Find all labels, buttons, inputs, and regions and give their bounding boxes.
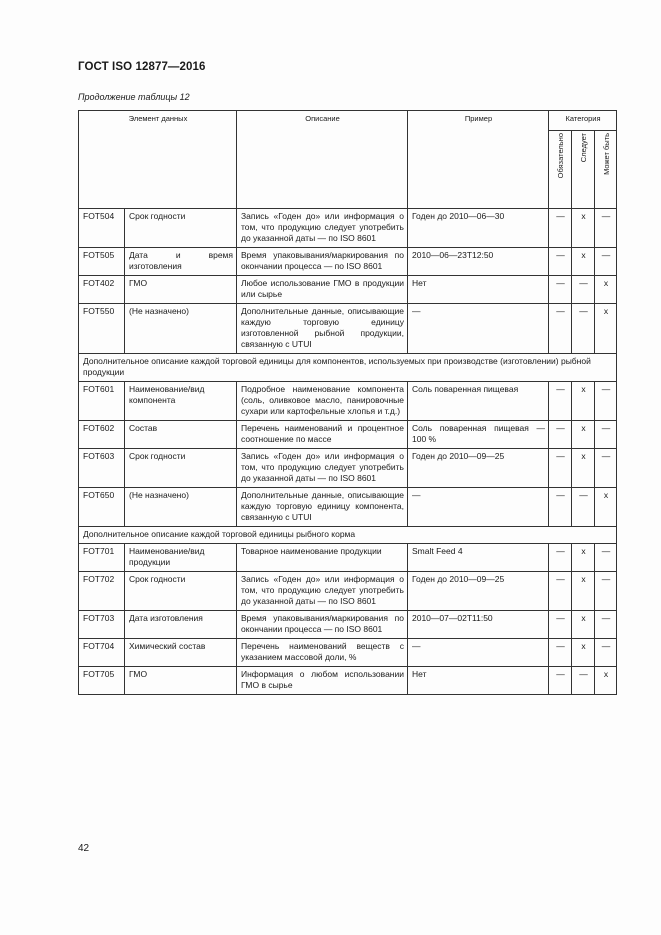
category-mandatory-cell: —	[549, 639, 572, 667]
data-elements-table	[78, 110, 617, 695]
element-name-cell: Срок годности	[125, 209, 237, 248]
category-should-cell: x	[572, 572, 595, 611]
document-title: ГОСТ ISO 12877—2016	[78, 61, 206, 73]
element-code-cell: FOT602	[79, 421, 125, 449]
category-may-cell: —	[595, 382, 617, 421]
category-may-cell: —	[595, 544, 617, 572]
description-cell: Товарное наименование продукции	[237, 544, 408, 572]
page-number: 42	[78, 843, 90, 854]
category-should-cell: —	[572, 276, 595, 304]
category-mandatory-cell: —	[549, 488, 572, 527]
category-may-cell: —	[595, 248, 617, 276]
element-code-cell: FOT504	[79, 209, 125, 248]
example-cell: Нет	[408, 667, 549, 695]
element-name-cell: Дата и время изготовления	[125, 248, 237, 276]
element-code-cell: FOT701	[79, 544, 125, 572]
example-cell: 2010—07—02T11:50	[408, 611, 549, 639]
element-name-cell: Наименование/вид продукции	[125, 544, 237, 572]
element-code-cell: FOT705	[79, 667, 125, 695]
category-mandatory-cell: —	[549, 544, 572, 572]
table-row	[79, 276, 617, 304]
category-may-cell: x	[595, 667, 617, 695]
element-code-cell: FOT650	[79, 488, 125, 527]
table-row	[79, 611, 617, 639]
element-code-cell: FOT703	[79, 611, 125, 639]
element-name-cell: (Не назначено)	[125, 488, 237, 527]
example-cell: Нет	[408, 276, 549, 304]
category-may-cell: x	[595, 304, 617, 354]
example-cell: Smalt Feed 4	[408, 544, 549, 572]
category-should-cell: x	[572, 382, 595, 421]
table-row	[79, 248, 617, 276]
category-should-cell: —	[572, 304, 595, 354]
category-mandatory-cell: —	[549, 421, 572, 449]
category-should-cell: x	[572, 611, 595, 639]
table-row	[79, 421, 617, 449]
table-row	[79, 449, 617, 488]
category-mandatory-cell: —	[549, 667, 572, 695]
element-code-cell: FOT550	[79, 304, 125, 354]
description-cell: Дополнительные данные, описывающие каждую торговую единицу компонента, связанную с UTUI	[237, 488, 408, 527]
category-may-cell: —	[595, 209, 617, 248]
column-header-example: Пример	[408, 111, 549, 209]
category-may-cell: —	[595, 421, 617, 449]
category-may-cell: —	[595, 449, 617, 488]
description-cell: Дополнительные данные, описывающие каждую торговую единицу изготовленной рыбной продукции, связанную с UTUI	[237, 304, 408, 354]
element-code-cell: FOT402	[79, 276, 125, 304]
category-should-cell: x	[572, 209, 595, 248]
example-cell: Годен до 2010—09—25	[408, 449, 549, 488]
category-mandatory-cell: —	[549, 248, 572, 276]
column-header-should: Следует	[572, 131, 595, 209]
table-row	[79, 667, 617, 695]
category-should-cell: —	[572, 667, 595, 695]
description-cell: Время упаковывания/маркирования по окончании процесса — по ISO 8601	[237, 611, 408, 639]
category-may-cell: —	[595, 639, 617, 667]
example-cell: 2010—06—23T12:50	[408, 248, 549, 276]
table-section-row	[79, 354, 617, 382]
table-row	[79, 209, 617, 248]
element-name-cell: Химический состав	[125, 639, 237, 667]
example-cell: Годен до 2010—06—30	[408, 209, 549, 248]
category-mandatory-cell: —	[549, 276, 572, 304]
description-cell: Запись «Годен до» или информация о том, что продукцию следует употребить до указанной даты — по ISO 8601	[237, 449, 408, 488]
example-cell: Соль поваренная пищевая — 100 %	[408, 421, 549, 449]
element-name-cell: Срок годности	[125, 572, 237, 611]
table-row	[79, 639, 617, 667]
category-should-cell: x	[572, 248, 595, 276]
element-code-cell: FOT603	[79, 449, 125, 488]
table-row	[79, 544, 617, 572]
category-mandatory-cell: —	[549, 382, 572, 421]
category-mandatory-cell: —	[549, 449, 572, 488]
category-may-cell: x	[595, 276, 617, 304]
category-should-cell: x	[572, 544, 595, 572]
category-may-cell: —	[595, 572, 617, 611]
table-row	[79, 488, 617, 527]
element-code-cell: FOT601	[79, 382, 125, 421]
example-cell: —	[408, 639, 549, 667]
element-name-cell: Состав	[125, 421, 237, 449]
column-header-may: Может быть	[595, 131, 617, 209]
element-name-cell: (Не назначено)	[125, 304, 237, 354]
table-caption: Продолжение таблицы 12	[78, 92, 190, 102]
description-cell: Информация о любом использовании ГМО в сырье	[237, 667, 408, 695]
section-heading: Дополнительное описание каждой торговой единицы для компонентов, используемых при производстве (изготовлении) рыбной продукции	[79, 354, 617, 382]
description-cell: Любое использование ГМО в продукции или сырье	[237, 276, 408, 304]
column-header-category: Категория	[549, 111, 617, 131]
description-cell: Перечень наименований и процентное соотношение по массе	[237, 421, 408, 449]
element-code-cell: FOT505	[79, 248, 125, 276]
element-name-cell: ГМО	[125, 667, 237, 695]
category-may-cell: —	[595, 611, 617, 639]
example-cell: —	[408, 304, 549, 354]
element-code-cell: FOT704	[79, 639, 125, 667]
column-header-mandatory: Обязательно	[549, 131, 572, 209]
category-should-cell: —	[572, 488, 595, 527]
category-may-cell: x	[595, 488, 617, 527]
element-code-cell: FOT702	[79, 572, 125, 611]
category-should-cell: x	[572, 449, 595, 488]
column-header-description: Описание	[237, 111, 408, 209]
description-cell: Время упаковывания/маркирования по окончании процесса — по ISO 8601	[237, 248, 408, 276]
element-name-cell: Срок годности	[125, 449, 237, 488]
description-cell: Подробное наименование компонента (соль, оливковое масло, панировочные сухари или картофельные хлопья и т.д.)	[237, 382, 408, 421]
category-should-cell: x	[572, 639, 595, 667]
table-body	[79, 209, 617, 695]
description-cell: Запись «Годен до» или информация о том, что продукцию следует употребить до указанной даты — по ISO 8601	[237, 572, 408, 611]
description-cell: Перечень наименований веществ с указанием массовой доли, %	[237, 639, 408, 667]
example-cell: —	[408, 488, 549, 527]
table-row	[79, 382, 617, 421]
element-name-cell: ГМО	[125, 276, 237, 304]
table-row	[79, 572, 617, 611]
table-row	[79, 304, 617, 354]
category-mandatory-cell: —	[549, 611, 572, 639]
example-cell: Соль поваренная пищевая	[408, 382, 549, 421]
category-mandatory-cell: —	[549, 209, 572, 248]
category-should-cell: x	[572, 421, 595, 449]
element-name-cell: Дата изготовления	[125, 611, 237, 639]
example-cell: Годен до 2010—09—25	[408, 572, 549, 611]
category-mandatory-cell: —	[549, 304, 572, 354]
category-mandatory-cell: —	[549, 572, 572, 611]
section-heading: Дополнительное описание каждой торговой единицы рыбного корма	[79, 527, 617, 544]
element-name-cell: Наименование/вид компонента	[125, 382, 237, 421]
description-cell: Запись «Годен до» или информация о том, что продукцию следует употребить до указанной даты — по ISO 8601	[237, 209, 408, 248]
table-section-row	[79, 527, 617, 544]
column-header-element: Элемент данных	[79, 111, 237, 209]
